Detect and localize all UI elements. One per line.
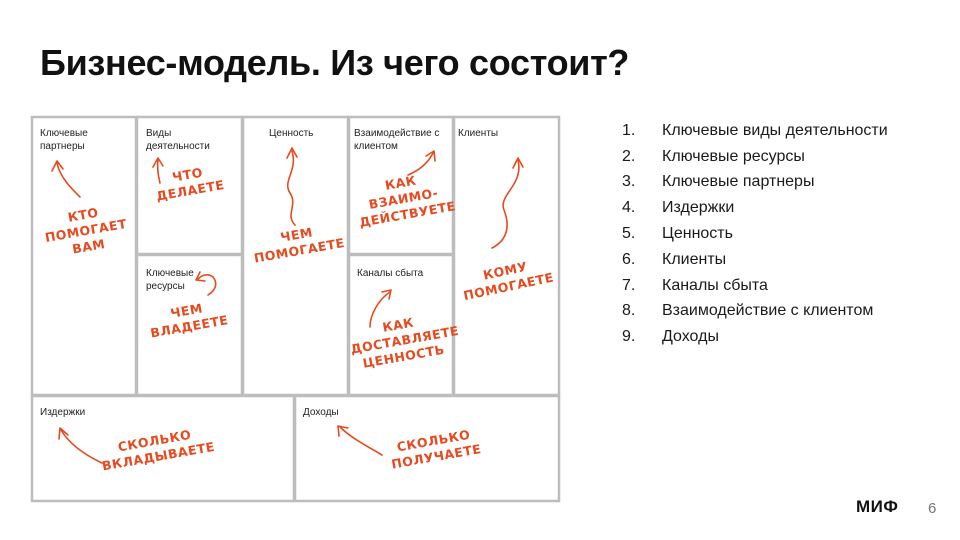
- label-activities: Виды деятельности: [146, 128, 210, 152]
- label-relationships: Взаимодействие с клиентом: [354, 128, 440, 152]
- page-number: 6: [928, 500, 937, 517]
- label-revenue: Доходы: [303, 407, 339, 418]
- list-item: 6. Клиенты: [622, 250, 727, 268]
- label-costs: Издержки: [40, 407, 86, 418]
- list-item: 9. Доходы: [622, 328, 719, 346]
- arrow-value: [288, 151, 295, 225]
- label-resources: Ключевые ресурсы: [146, 268, 194, 292]
- arrow-clients: [492, 160, 519, 248]
- components-list: [600, 118, 888, 350]
- label-value: Ценность: [269, 128, 314, 139]
- publisher-logo: МИФ: [856, 497, 899, 516]
- note-partners: КТО ПОМОГАЕТ ВАМ: [43, 204, 129, 257]
- note-relationships: КАК ВЗАИМО-ДЕЙСТВУЕТЕ: [358, 172, 457, 230]
- label-clients: Клиенты: [458, 128, 499, 139]
- slide-title: Бизнес-модель. Из чего состоит?: [40, 42, 630, 83]
- note-activities: ЧТО ДЕЛАЕТЕ: [155, 164, 226, 204]
- list-item: 2. Ключевые ресурсы: [622, 147, 805, 165]
- list-item: 5. Ценность: [622, 225, 733, 243]
- business-model-canvas: [30, 115, 561, 504]
- note-channels: КАК ДОСТАВЛЯЕТЕ ЦЕННОСТЬ: [349, 314, 461, 371]
- note-clients: КОМУ ПОМОГАЕТЕ: [462, 258, 556, 304]
- label-partners: Ключевые партнеры: [40, 128, 88, 152]
- list-item: 8. Взаимодействие с клиентом: [622, 302, 874, 320]
- list-item: 1. Ключевые виды деятельности: [622, 121, 888, 139]
- list-item: 3. Ключевые партнеры: [622, 173, 815, 191]
- list-item: 7. Каналы сбыта: [622, 276, 768, 294]
- arrow-revenue: [340, 427, 382, 455]
- note-resources: ЧЕМ ВЛАДЕЕТЕ: [149, 300, 230, 341]
- note-costs: СКОЛЬКО ВКЛАДЫВАЕТЕ: [100, 426, 216, 474]
- note-revenue: СКОЛЬКО ПОЛУЧАЕТЕ: [390, 426, 483, 472]
- arrow-partners: [57, 163, 80, 197]
- note-value: ЧЕМ ПОМОГАЕТЕ: [252, 224, 346, 266]
- list-item: 4. Издержки: [622, 199, 735, 217]
- label-channels: Каналы сбыта: [357, 268, 424, 279]
